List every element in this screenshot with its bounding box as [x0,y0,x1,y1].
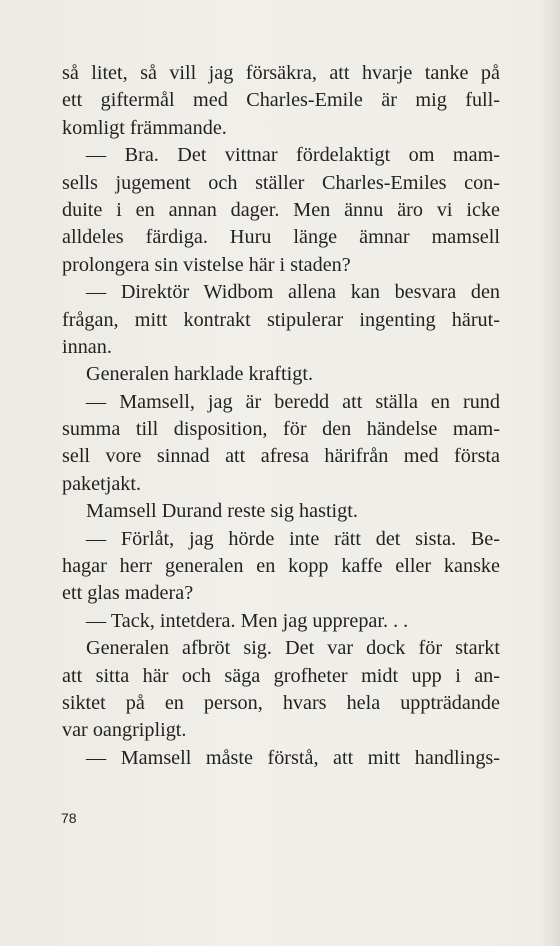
text-line: — Förlåt, jag hörde inte rätt det sista. Be- [86,527,500,550]
text-line: hagar herr generalen en kopp kaffe eller kanske [62,555,500,578]
text-line: alldeles färdiga. Huru länge ämnar mamsell [62,226,500,249]
text-line: — Bra. Det vittnar fördelaktigt om mam- [86,144,500,167]
text-line: siktet på en person, hvars hela uppträdande [62,691,500,714]
text-line: — Mamsell måste förstå, att mitt handlings- [86,746,500,769]
page-number: 78 [61,810,77,826]
page-edge-shadow [538,0,560,946]
text-line: summa till disposition, för den händelse mam- [62,418,500,441]
text-line: — Tack, intetdera. Men jag upprepar. . . [86,609,409,632]
text-line: innan. [62,335,112,358]
text-line: att sitta här och säga grofheter midt upp i an- [62,664,500,687]
text-line: Mamsell Durand reste sig hastigt. [86,500,358,523]
body-text [62,60,500,772]
text-line: — Direktör Widbom allena kan besvara den [86,281,500,304]
text-line: frågan, mitt kontrakt stipulerar ingenting härut- [62,308,500,331]
text-line: var oangripligt. [62,719,187,742]
text-line: så litet, så vill jag försäkra, att hvarje tanke på [62,62,500,84]
text-line: sell vore sinnad att afresa härifrån med första [62,445,500,468]
text-line: komligt främmande. [62,116,227,139]
text-line: Generalen afbröt sig. Det var dock för starkt [86,637,500,660]
text-line: ett glas madera? [62,582,194,605]
text-line: duite i en annan dager. Men ännu äro vi icke [62,198,500,221]
text-line: prolongera sin vistelse här i staden? [62,253,351,276]
text-line: — Mamsell, jag är beredd att ställa en rund [86,390,500,413]
text-line: Generalen harklade kraftigt. [86,363,313,386]
text-line: ett giftermål med Charles-Emile är mig full- [62,89,500,112]
text-line: paketjakt. [62,472,142,495]
text-line: sells jugement och ställer Charles-Emiles con- [62,171,500,194]
